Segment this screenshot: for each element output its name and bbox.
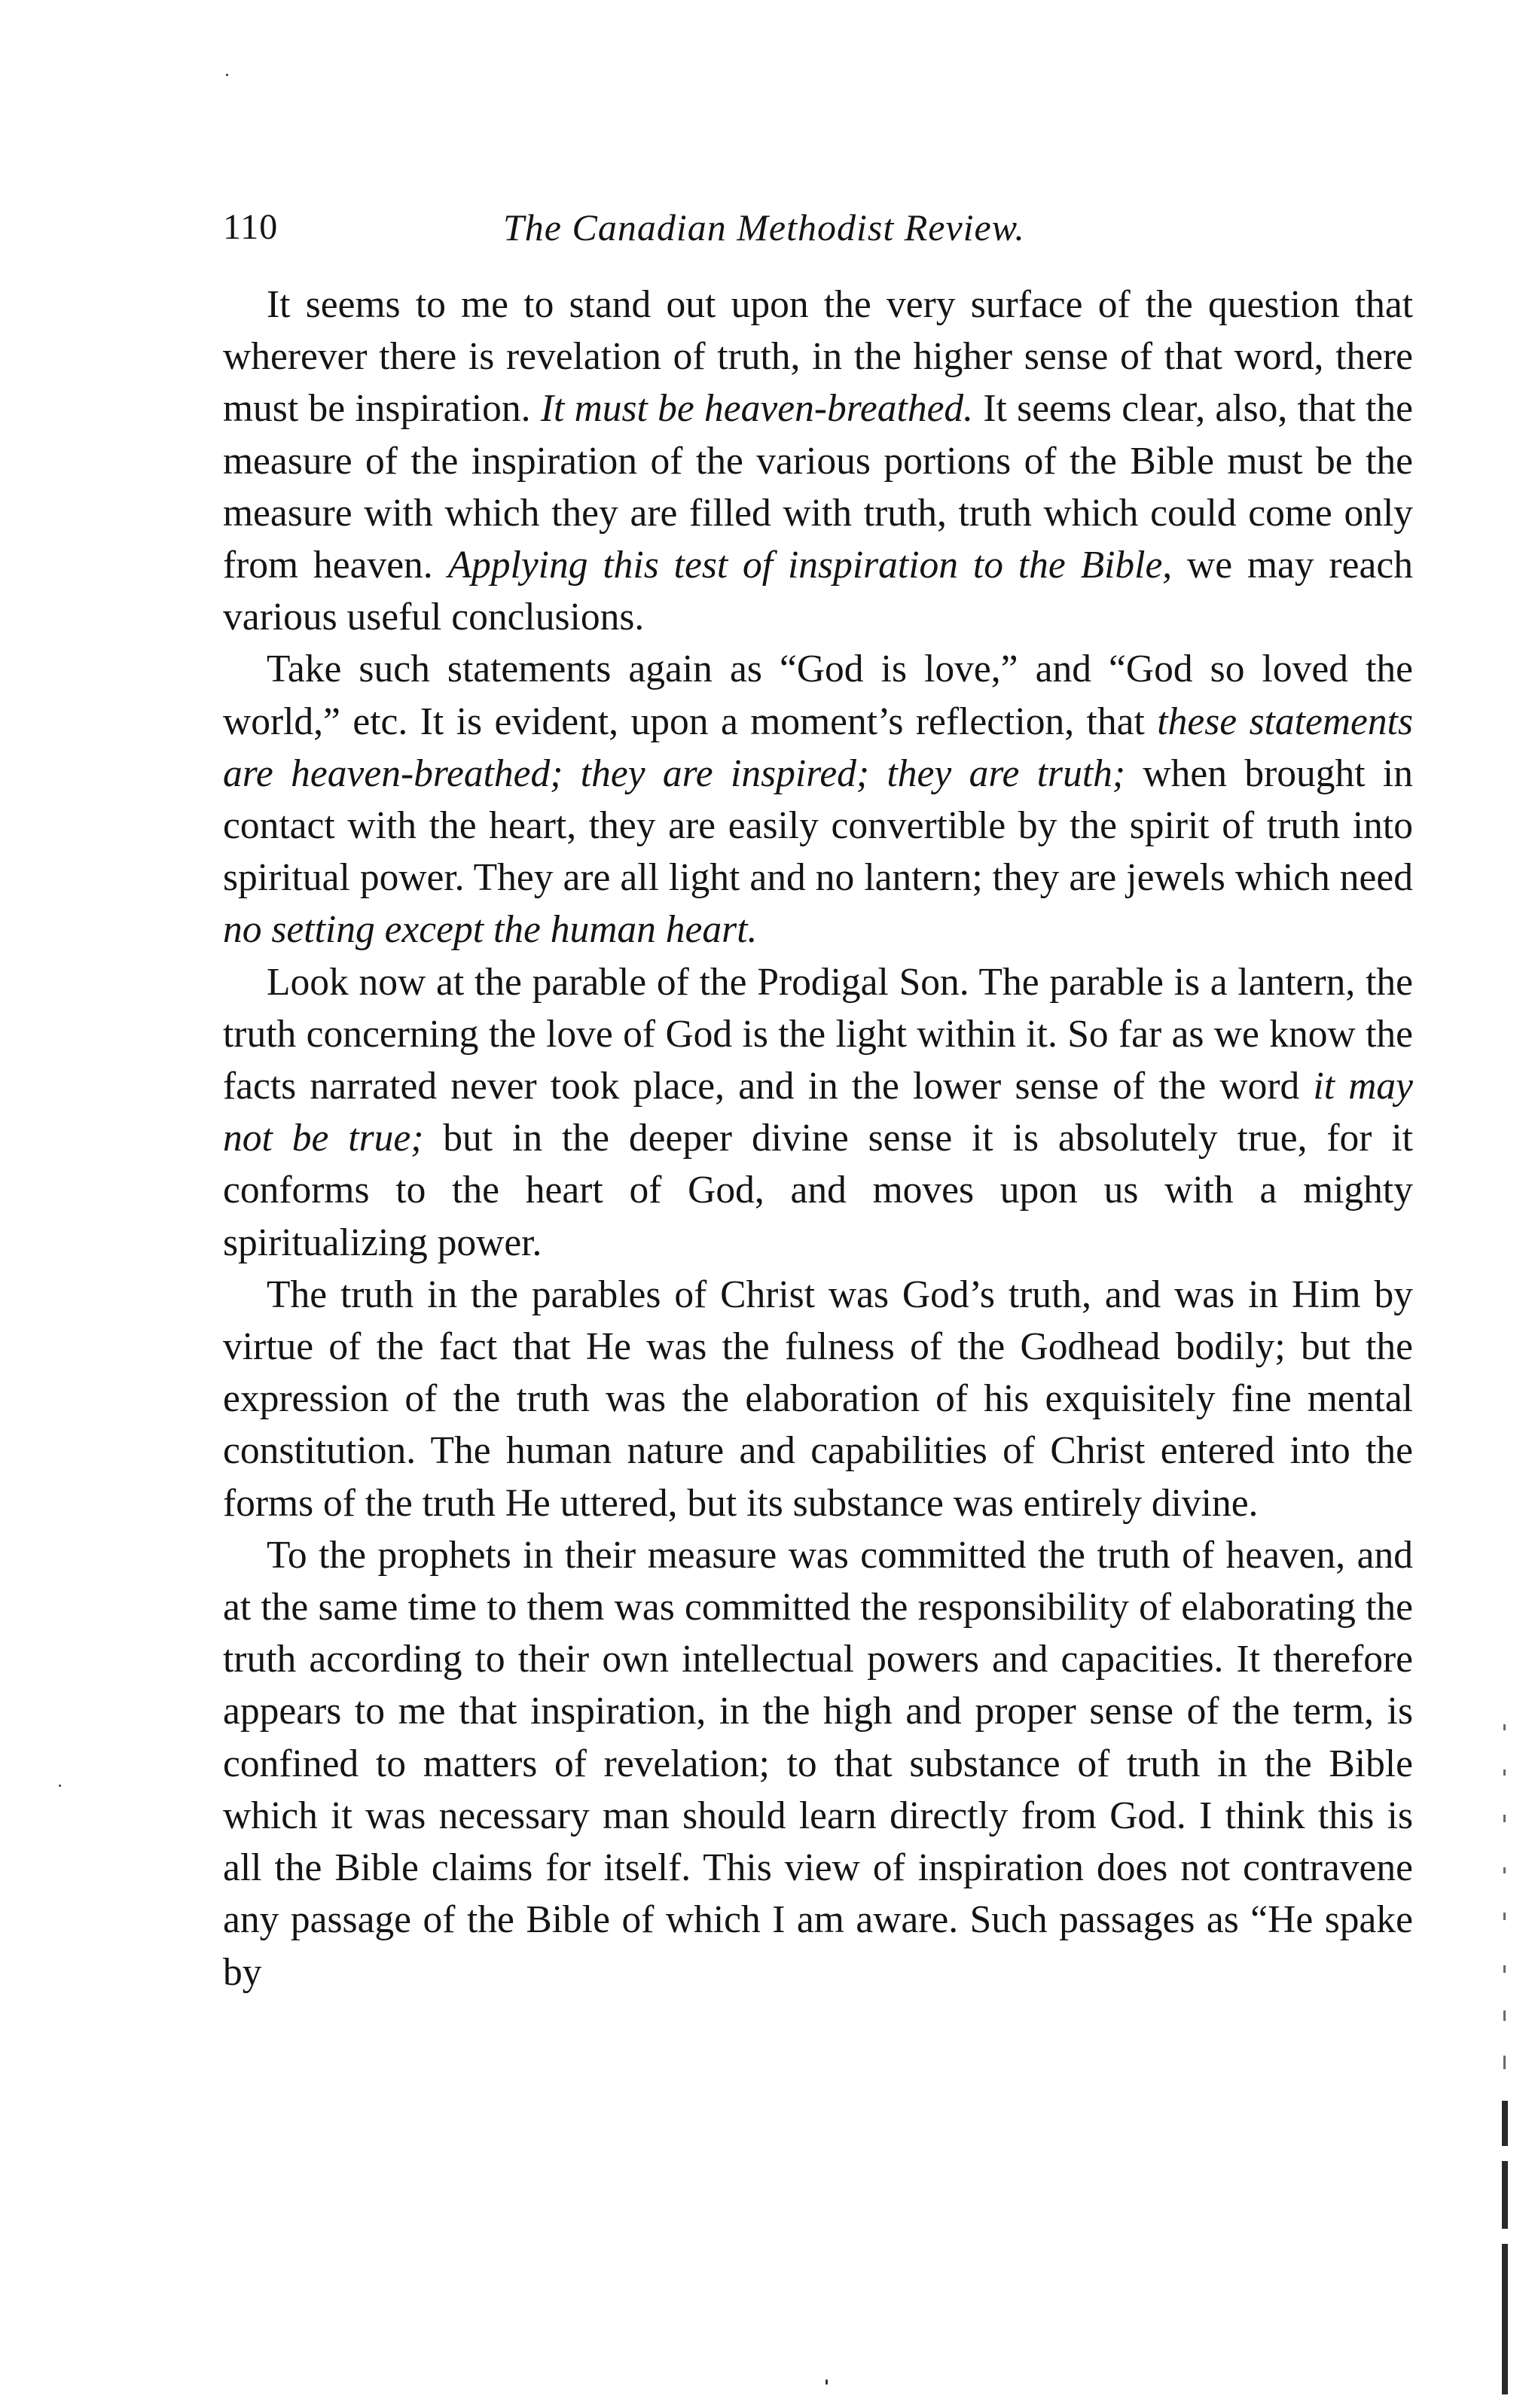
paragraph-1 — [223, 279, 1413, 643]
text-run: Look now at the parable of the Prodigal Son. The parable is a lantern, the truth concerning the love of God is the light within it. So far as we know the facts narrated never took place, and in the lower sense of the word — [223, 960, 1413, 1108]
italic-text-run: It must be heaven-breathed. — [540, 387, 974, 431]
paragraph-5 — [223, 1529, 1413, 1998]
text-run: Take such statements again as “God is love,” and “God so loved the world,” etc. It is evident, upon a moment’s reflection, that — [223, 648, 1413, 743]
paragraph-3 — [223, 956, 1413, 1269]
italic-text-run: no setting except the human heart. — [223, 908, 758, 952]
running-head — [223, 197, 1413, 258]
page-speck — [825, 2379, 828, 2385]
text-run: It seems to me to stand out upon the very surface of the question that wherever there is revelation of truth, in the higher sense of that word, there must be inspiration. — [223, 283, 1413, 431]
text-run: we may reach various useful conclusions. — [223, 544, 1413, 639]
text-run: To the prophets in their measure was committed the truth of heaven, and at the same time to them was committed the responsibility of elaborating the truth according to their own intellectual powers and capacities. It therefore appears to me that inspiration, in the high and proper sense of the term, is confined to matters of revelation; to that substance of truth in the Bible which it was necessary man should learn directly from God. I think this is all the Bible claims for itself. This view of inspiration does not contravene any passage of the Bible of which I am aware. Such passages as “He spake by — [223, 1533, 1413, 1994]
page-speck — [59, 1785, 61, 1787]
text-run: The truth in the parables of Christ was God’s truth, and was in Him by virtue of the fact that He was the fulness of the Godhead bodily; but the expression of the truth was the elaboration of his exquisitely fine mental constitution. The human nature and capabilities of Christ entered into the forms of the truth He uttered, but its substance was entirely divine. — [223, 1273, 1413, 1525]
text-run: when brought in contact with the heart, they are easily convertible by the spirit of truth into spiritual power. They are all light and no lantern; they are jewels which need — [223, 751, 1413, 900]
italic-text-run: Applying this test of inspiration to the Bible, — [447, 544, 1173, 587]
paragraph-4 — [223, 1269, 1413, 1529]
text-run: but in the deeper divine sense it is absolutely true, for it conforms to the heart of God, and moves upon us with a mighty spiritualizing power. — [223, 1117, 1413, 1264]
italic-text-run: it may not be true; — [223, 1065, 1413, 1160]
page-number: 110 — [223, 207, 279, 247]
text-run: It seems clear, also, that the measure of the inspiration of the various portions of the Bible must be the measure with which they are filled with truth, truth which could come only from heaven. — [223, 387, 1413, 587]
italic-text-run: these statements are heaven-breathed; they are inspired; they are truth; — [223, 700, 1413, 795]
journal-title: The Canadian Methodist Review. — [503, 206, 1025, 248]
page-speck — [226, 74, 228, 76]
binding-edge-marks — [1500, 1724, 1511, 2394]
paragraph-2 — [223, 643, 1413, 956]
body-text — [223, 279, 1413, 1998]
